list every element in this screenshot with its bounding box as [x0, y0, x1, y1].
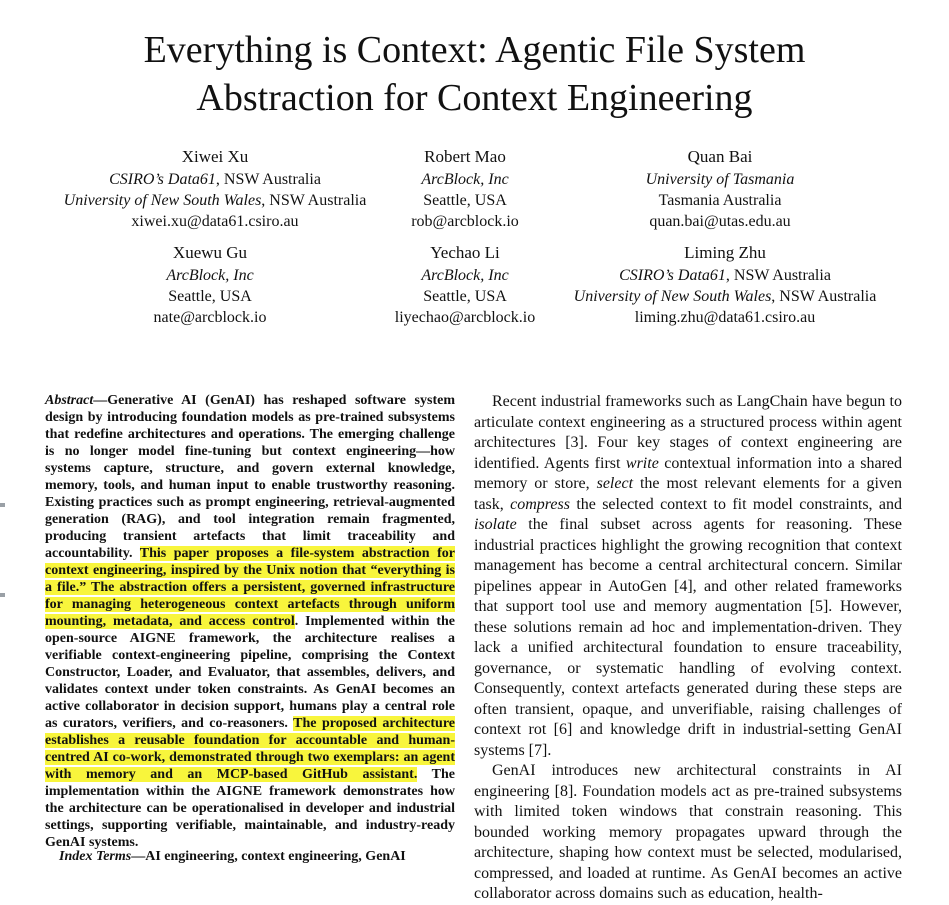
author-name: Yechao Li — [430, 243, 500, 262]
author-xuewu-gu — [110, 242, 310, 328]
abstract-text-3: The implementation within the AIGNE framework demonstrates how the architecture can be operationalised in developer and industrial settings, supporting verifiable, maintainable, and industry-ready GenAI systems. — [45, 767, 455, 850]
margin-mark-bottom — [0, 593, 5, 597]
author-affiliation-2: Seattle, USA — [423, 192, 507, 209]
author-name: Xuewu Gu — [172, 243, 248, 262]
author-robert-mao — [365, 146, 565, 232]
author-affiliation-2: Tasmania Australia — [658, 192, 782, 209]
author-name: Robert Mao — [424, 147, 506, 166]
index-terms: Index Terms—AI engineering, context engineering, GenAI — [59, 849, 406, 864]
author-affiliation-1: CSIRO’s Data61, NSW Australia — [109, 171, 321, 188]
author-email[interactable]: liyechao@arcblock.io — [394, 309, 536, 326]
author-affiliation-1: ArcBlock, Inc — [421, 171, 509, 188]
index-terms-text: AI engineering, context engineering, GenAI — [145, 849, 406, 864]
abstract-text-1: Generative AI (GenAI) has reshaped software system design by introducing foundation models as pre-trained subsystems that redefine architectures and operations. The emerging challenge is no longer model fine-tuning but context engineering—how systems capture, structure, and govern external knowledge, memory, tools, and human input to enable trustworthy reasoning. Existing practices such as prompt engineering, retrieval-augmented generation (RAG), and tool integration remain fragmented, producing transient artefacts that limit traceability and accountability. — [45, 393, 455, 561]
author-affiliation-2: Seattle, USA — [168, 288, 252, 305]
author-name: Xiwei Xu — [181, 147, 249, 166]
author-xiwei-xu — [20, 146, 410, 232]
abstract: Abstract—Generative AI (GenAI) has reshaped software system design by introducing foundation models as pre-trained subsystems that redefine architectures and operations. The emerging challenge is no longer model fine-tuning but context engineering—how systems capture, structure, and govern external knowledge, memory, tools, and human input to enable trustworthy reasoning. Existing practices such as prompt engineering, retrieval-augmented generation (RAG), and tool integration remain fragmented, producing transient artefacts that limit traceability and accountability. This paper proposes a file-system abstraction for context engineering, inspired by the Unix notion that “everything is a file.” The abstraction offers a persistent, governed infrastructure for managing heterogeneous context artefacts through uniform mounting, metadata, and access control. Implemented within the open-source AIGNE framework, the architecture realises a verifiable context-engineering pipeline, comprising the Context Constructor, Loader, and Evaluator, that assembles, delivers, and validates context under token constraints. As GenAI becomes an active collaborator in decision support, humans play a central role as curators, verifiers, and co-reasoners. The proposed architecture establishes a reusable foundation for accountable and human-centred AI co-work, demonstrated through two exemplars: an agent with memory and an MCP-based GitHub assistant. The implementation within the AIGNE framework demonstrates how the architecture can be operationalised in developer and industrial settings, supporting verifiable, maintainable, and industry-ready GenAI systems. — [45, 393, 455, 850]
author-liming-zhu — [530, 242, 920, 328]
title-line-2: Abstraction for Context Engineering — [196, 77, 753, 119]
abstract-text-2: . Implemented within the open-source AIGNE framework, the architecture realises a verifiable context-engineering pipeline, comprising the Context Constructor, Loader, and Evaluator, that assembles, delivers, and validates context under token constraints. As GenAI becomes an active collaborator in decision support, humans play a central role as curators, verifiers, and co-reasoners. — [45, 614, 455, 731]
intro-paragraph-1: Recent industrial frameworks such as LangChain have begun to articulate context engineering as a structured process within agent architectures [3]. Four key stages of context engineering are identified. Agents first write contextual information into a shared memory or store, select the most relevant elements for a given task, compress the selected context to fit model constraints, and isolate the final subset across agents for reasoning. These industrial practices highlight the growing recognition that context management has become a central architectural concern. Similar pipelines appear in AutoGen [4], and other related frameworks that support tool use and memory augmentation [5]. However, these solutions remain ad hoc and implementation-driven. They lack a unified architectural foundation to ensure traceability, governance, or systematic handling of evolving context. Consequently, context artefacts generated during these steps are often transient, opaque, and unverifiable, raising challenges of context rot [6] and knowledge drift in industrial-setting GenAI systems [7]. — [474, 393, 903, 759]
author-affiliation-1: CSIRO’s Data61, NSW Australia — [619, 267, 831, 284]
title-line-1: Everything is Context: Agentic File System — [143, 29, 806, 71]
abstract-highlight-2: The proposed architecture establishes a reusable foundation for accountable and human-centred AI co-work, demonstrated through two exemplars: an agent with memory and an MCP-based GitHub assistant. — [45, 716, 455, 782]
author-affiliation-1: ArcBlock, Inc — [166, 267, 254, 284]
abstract-highlight-1: This paper proposes a file-system abstraction for context engineering, inspired by the Unix notion that “everything is a file.” The abstraction offers a persistent, governed infrastructure for managing heterogeneous context artefacts through uniform mounting, metadata, and access control — [45, 546, 455, 629]
author-name: Liming Zhu — [684, 243, 766, 262]
author-quan-bai — [590, 146, 850, 232]
introduction — [474, 392, 902, 905]
paper-title — [0, 26, 949, 122]
author-email[interactable]: xiwei.xu@data61.csiro.au — [131, 213, 299, 230]
author-email[interactable]: liming.zhu@data61.csiro.au — [634, 309, 816, 326]
author-affiliation-2: University of New South Wales, NSW Australia — [573, 288, 877, 305]
author-affiliation-2: University of New South Wales, NSW Australia — [63, 192, 367, 209]
index-terms-label: Index Terms — [59, 849, 132, 864]
margin-mark-top — [0, 503, 5, 507]
author-email[interactable]: rob@arcblock.io — [411, 213, 519, 230]
abstract-label: Abstract — [45, 393, 94, 408]
author-name: Quan Bai — [687, 147, 753, 166]
author-email[interactable]: nate@arcblock.io — [153, 309, 267, 326]
author-affiliation-1: ArcBlock, Inc — [421, 267, 509, 284]
author-email[interactable]: quan.bai@utas.edu.au — [649, 213, 791, 230]
intro-paragraph-2: GenAI introduces new architectural constraints in AI engineering [8]. Foundation models act as pre-trained subsystems with limited token windows that constrain reasoning. This bounded working memory propagates upward through the architecture, shaping how context must be selected, modularised, compressed, and loaded at runtime. As GenAI becomes an active collaborator across domains such as education, health- — [474, 762, 902, 902]
author-affiliation-1: University of Tasmania — [645, 171, 795, 188]
author-affiliation-2: Seattle, USA — [423, 288, 507, 305]
